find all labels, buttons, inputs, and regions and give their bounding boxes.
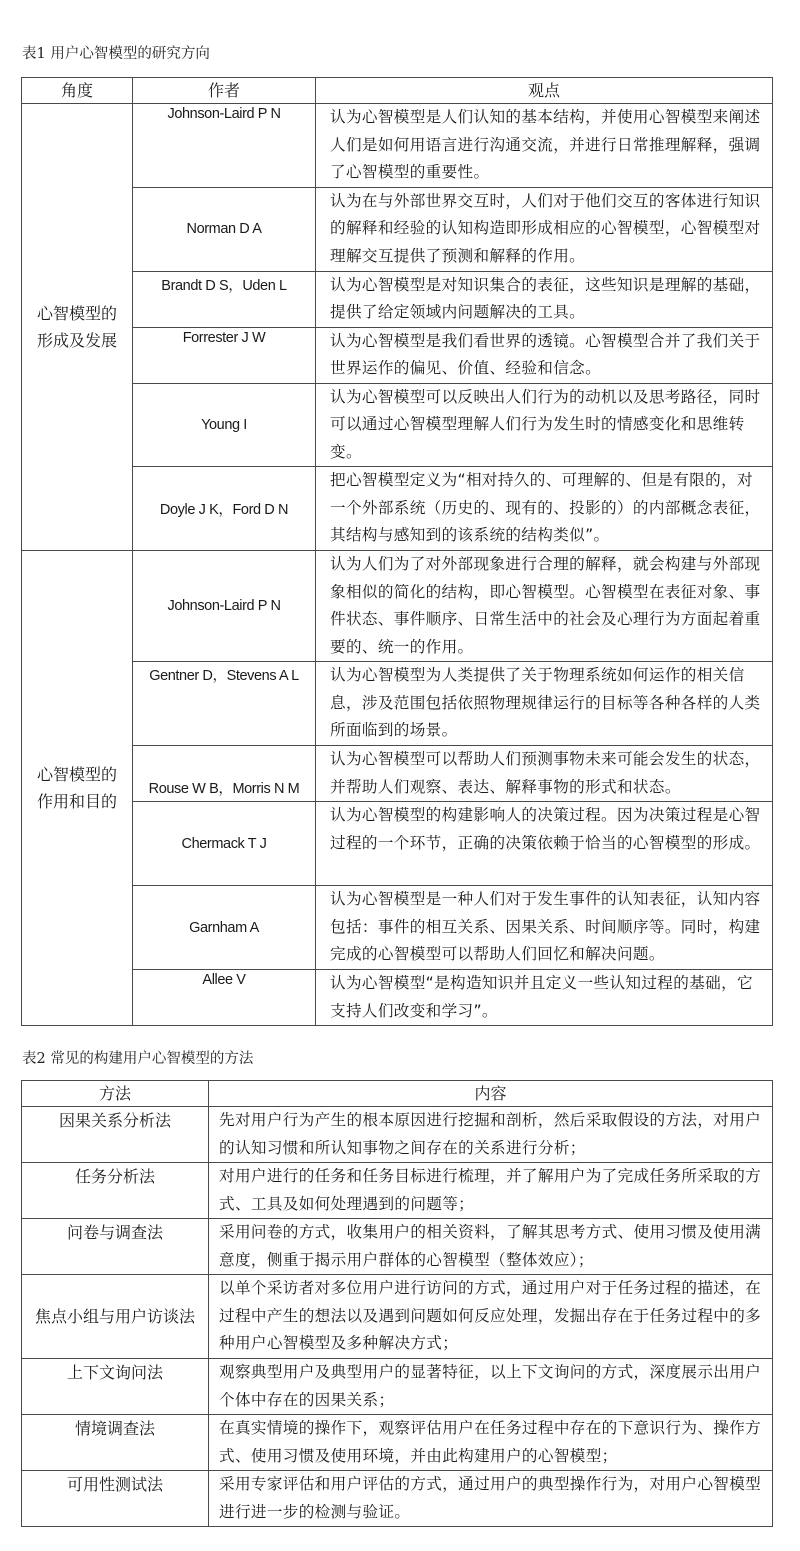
view-cell: 认为在与外部世界交互时，人们对于他们交互的客体进行知识的解释和经验的认知构造即形成相应的心智模型，心智模型对理解交互提供了预测和解释的作用。	[316, 187, 773, 271]
author-cell: Chermack T J	[133, 802, 316, 886]
angle-line: 作用和目的	[36, 792, 117, 811]
table-row	[22, 1219, 773, 1275]
table-row	[22, 662, 773, 746]
view-cell: 认为心智模型是对知识集合的表征，这些知识是理解的基础，提供了给定领域内问题解决的工具。	[316, 271, 773, 327]
view-cell: 把心智模型定义为“相对持久的、可理解的、但是有限的，对一个外部系统（历史的、现有的、投影的）的内部概念表征，其结构与感知到的该系统的结构类似”。	[316, 467, 773, 551]
angle-cell-formation	[22, 104, 133, 551]
method-cell: 情境调查法	[22, 1415, 209, 1471]
method-cell: 问卷与调查法	[22, 1219, 209, 1275]
header-view: 观点	[316, 78, 773, 104]
author-cell: Norman D A	[133, 187, 316, 271]
content-cell: 先对用户行为产生的根本原因进行挖掘和剖析，然后采取假设的方法，对用户的认知习惯和所认知事物之间存在的关系进行分析；	[209, 1107, 773, 1163]
angle-line: 形成及发展	[36, 331, 117, 350]
table-row	[22, 970, 773, 1026]
view-cell: 认为心智模型是一种人们对于发生事件的认知表征，认知内容包括：事件的相互关系、因果关系、时间顺序等。同时，构建完成的心智模型可以帮助人们回忆和解决问题。	[316, 886, 773, 970]
table-row	[22, 802, 773, 886]
table1-header-row	[22, 78, 773, 104]
table-row	[22, 746, 773, 802]
author-cell: Gentner D，Stevens A L	[133, 662, 316, 746]
view-cell: 认为人们为了对外部现象进行合理的解释，就会构建与外部现象相似的简化的结构，即心智模型。心智模型在表征对象、事件状态、事件顺序、日常生活中的社会及心理行为方面起着重要的、统一的作用。	[316, 551, 773, 662]
table-row	[22, 1415, 773, 1471]
table-row	[22, 467, 773, 551]
header-angle: 角度	[22, 78, 133, 104]
header-author: 作者	[133, 78, 316, 104]
methods-table	[21, 1080, 773, 1527]
research-directions-table	[21, 77, 773, 1026]
method-cell: 可用性测试法	[22, 1471, 209, 1527]
method-cell: 因果关系分析法	[22, 1107, 209, 1163]
content-cell: 在真实情境的操作下，观察评估用户在任务过程中存在的下意识行为、操作方式、使用习惯及使用环境，并由此构建用户的心智模型；	[209, 1415, 773, 1471]
view-cell: 认为心智模型可以反映出人们行为的动机以及思考路径，同时可以通过心智模型理解人们行为发生时的情感变化和思维转变。	[316, 383, 773, 467]
author-cell: Young I	[133, 383, 316, 467]
author-cell: Allee V	[133, 970, 316, 1026]
author-cell: Rouse W B，Morris N M	[133, 746, 316, 802]
author-cell: Doyle J K，Ford D N	[133, 467, 316, 551]
table-row	[22, 271, 773, 327]
angle-cell-purpose	[22, 551, 133, 1026]
header-method: 方法	[22, 1081, 209, 1107]
table-row	[22, 1275, 773, 1359]
view-cell: 认为心智模型“是构造知识并且定义一些认知过程的基础，它支持人们改变和学习”。	[316, 970, 773, 1026]
content-cell: 以单个采访者对多位用户进行访问的方式，通过用户对于任务过程的描述，在过程中产生的想法以及遇到问题如何反应处理，发掘出存在于任务过程中的多种用户心智模型及多种解决方式；	[209, 1275, 773, 1359]
view-cell: 认为心智模型是我们看世界的透镜。心智模型合并了我们关于世界运作的偏见、价值、经验和信念。	[316, 327, 773, 383]
table2-header-row	[22, 1081, 773, 1107]
table-row	[22, 1163, 773, 1219]
angle-line: 心智模型的	[36, 765, 117, 784]
view-cell: 认为心智模型的构建影响人的决策过程。因为决策过程是心智过程的一个环节，正确的决策依赖于恰当的心智模型的形成。	[316, 802, 773, 886]
content-cell: 对用户进行的任务和任务目标进行梳理，并了解用户为了完成任务所采取的方式、工具及如何处理遇到的问题等；	[209, 1163, 773, 1219]
view-cell: 认为心智模型可以帮助人们预测事物未来可能会发生的状态，并帮助人们观察、表达、解释事物的形式和状态。	[316, 746, 773, 802]
method-cell: 任务分析法	[22, 1163, 209, 1219]
table-row	[22, 383, 773, 467]
table-row	[22, 551, 773, 662]
table-row	[22, 327, 773, 383]
content-cell: 观察典型用户及典型用户的显著特征，以上下文询问的方式，深度展示出用户个体中存在的因果关系；	[209, 1359, 773, 1415]
view-cell: 认为心智模型为人类提供了关于物理系统如何运作的相关信息，涉及范围包括依照物理规律运行的目标等各种各样的人类所面临到的场景。	[316, 662, 773, 746]
view-cell: 认为心智模型是人们认知的基本结构，并使用心智模型来阐述人们是如何用语言进行沟通交流，并进行日常推理解释，强调了心智模型的重要性。	[316, 104, 773, 188]
table-row	[22, 1359, 773, 1415]
content-cell: 采用问卷的方式，收集用户的相关资料，了解其思考方式、使用习惯及使用满意度，侧重于揭示用户群体的心智模型（整体效应）；	[209, 1219, 773, 1275]
table-row	[22, 886, 773, 970]
table-row	[22, 1471, 773, 1527]
author-cell: Forrester J W	[133, 327, 316, 383]
author-cell: Johnson-Laird P N	[133, 104, 316, 188]
header-content: 内容	[209, 1081, 773, 1107]
author-cell: Garnham A	[133, 886, 316, 970]
table-row	[22, 187, 773, 271]
table1-caption: 表1 用户心智模型的研究方向	[22, 46, 210, 62]
method-cell: 焦点小组与用户访谈法	[22, 1275, 209, 1359]
table-row	[22, 1107, 773, 1163]
table2-caption: 表2 常见的构建用户心智模型的方法	[22, 1051, 254, 1067]
author-cell: Brandt D S，Uden L	[133, 271, 316, 327]
angle-line: 心智模型的	[36, 304, 117, 323]
method-cell: 上下文询问法	[22, 1359, 209, 1415]
content-cell: 采用专家评估和用户评估的方式，通过用户的典型操作行为，对用户心智模型进行进一步的检测与验证。	[209, 1471, 773, 1527]
author-cell: Johnson-Laird P N	[133, 551, 316, 662]
table-row	[22, 104, 773, 188]
